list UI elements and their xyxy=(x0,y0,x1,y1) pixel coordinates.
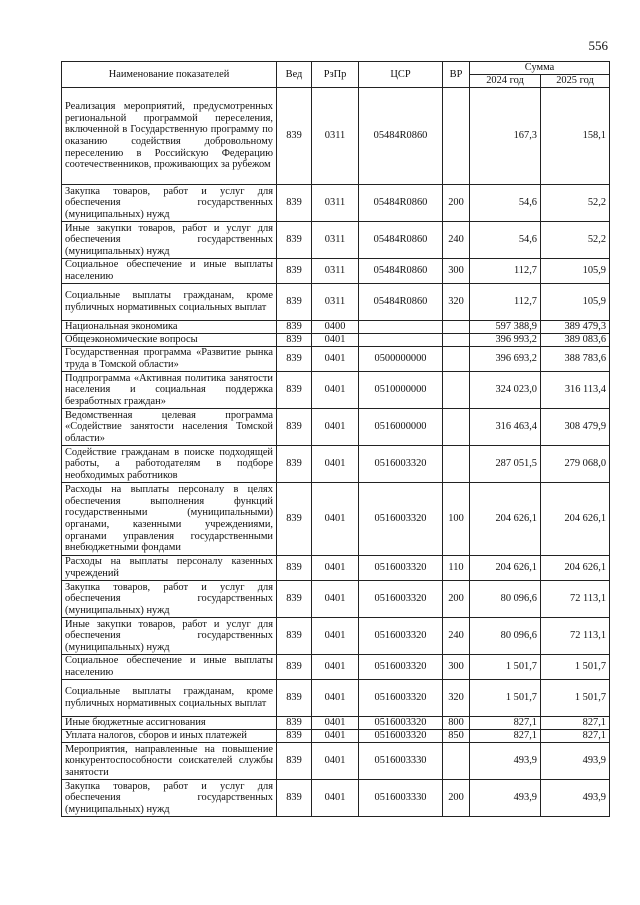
row-vr: 110 xyxy=(443,556,470,581)
table-row xyxy=(62,88,610,185)
row-2025: 204 626,1 xyxy=(541,556,610,581)
row-2024: 1 501,7 xyxy=(470,655,541,680)
row-name: Уплата налогов, сборов и иных платежей xyxy=(62,730,277,743)
row-vr xyxy=(443,334,470,347)
row-name: Реализация мероприятий, предусмотренных региональной программой переселения, включенной в Государственную программу по оказанию содействия добровольному переселению в Российскую Федерацию соотечественников, проживающих за рубежом xyxy=(62,88,277,185)
row-name: Закупка товаров, работ и услуг для обеспечения государственных (муниципальных) нужд xyxy=(62,185,277,222)
table-row xyxy=(62,334,610,347)
table-row xyxy=(62,259,610,284)
header-rzpr: РзПр xyxy=(312,62,359,88)
row-name: Общеэкономические вопросы xyxy=(62,334,277,347)
row-name: Мероприятия, направленные на повышение конкурентоспособности соискателей службы занятости xyxy=(62,743,277,780)
row-vr xyxy=(443,446,470,483)
row-2024: 167,3 xyxy=(470,88,541,185)
row-2025: 105,9 xyxy=(541,259,610,284)
row-2024: 827,1 xyxy=(470,730,541,743)
row-name: Социальные выплаты гражданам, кроме публичных нормативных социальных выплат xyxy=(62,680,277,717)
row-name: Расходы на выплаты персоналу казенных учреждений xyxy=(62,556,277,581)
row-2024: 597 388,9 xyxy=(470,321,541,334)
row-2024: 287 051,5 xyxy=(470,446,541,483)
row-name: Закупка товаров, работ и услуг для обеспечения государственных (муниципальных) нужд xyxy=(62,780,277,817)
table-row xyxy=(62,780,610,817)
row-vr: 200 xyxy=(443,780,470,817)
row-ved: 839 xyxy=(277,222,312,259)
row-ved: 839 xyxy=(277,372,312,409)
table-row xyxy=(62,680,610,717)
row-vr xyxy=(443,321,470,334)
row-ved: 839 xyxy=(277,717,312,730)
row-2025: 52,2 xyxy=(541,185,610,222)
row-2024: 80 096,6 xyxy=(470,618,541,655)
row-rzpr: 0401 xyxy=(312,483,359,556)
header-sum: Сумма xyxy=(470,62,610,75)
row-2025: 827,1 xyxy=(541,717,610,730)
row-2025: 388 783,6 xyxy=(541,347,610,372)
row-vr xyxy=(443,88,470,185)
row-csr: 0516003320 xyxy=(359,483,443,556)
table-row xyxy=(62,284,610,321)
row-vr: 850 xyxy=(443,730,470,743)
row-ved: 839 xyxy=(277,730,312,743)
row-2024: 112,7 xyxy=(470,284,541,321)
row-name: Ведомственная целевая программа «Содействие занятости населения Томской области» xyxy=(62,409,277,446)
row-ved: 839 xyxy=(277,556,312,581)
row-vr: 240 xyxy=(443,222,470,259)
row-rzpr: 0311 xyxy=(312,222,359,259)
row-ved: 839 xyxy=(277,446,312,483)
row-name: Расходы на выплаты персоналу в целях обеспечения выполнения функций государственными (муниципальными) органами, казенными учреждениями, органами управления государственными внебюджетными фондами xyxy=(62,483,277,556)
row-rzpr: 0401 xyxy=(312,780,359,817)
row-ved: 839 xyxy=(277,88,312,185)
row-2025: 493,9 xyxy=(541,780,610,817)
row-csr: 0510000000 xyxy=(359,372,443,409)
row-ved: 839 xyxy=(277,581,312,618)
row-vr: 240 xyxy=(443,618,470,655)
row-ved: 839 xyxy=(277,321,312,334)
row-ved: 839 xyxy=(277,185,312,222)
row-rzpr: 0311 xyxy=(312,88,359,185)
row-2025: 316 113,4 xyxy=(541,372,610,409)
row-vr: 300 xyxy=(443,655,470,680)
header-2024: 2024 год xyxy=(470,75,541,88)
row-2025: 279 068,0 xyxy=(541,446,610,483)
row-csr: 05484R0860 xyxy=(359,222,443,259)
row-2025: 493,9 xyxy=(541,743,610,780)
row-csr: 05484R0860 xyxy=(359,284,443,321)
row-2024: 204 626,1 xyxy=(470,556,541,581)
row-name: Социальные выплаты гражданам, кроме публичных нормативных социальных выплат xyxy=(62,284,277,321)
row-2024: 112,7 xyxy=(470,259,541,284)
row-2025: 52,2 xyxy=(541,222,610,259)
table-row xyxy=(62,655,610,680)
row-name: Подпрограмма «Активная политика занятости населения и социальная поддержка безработных граждан» xyxy=(62,372,277,409)
table-row xyxy=(62,347,610,372)
row-csr: 0516003330 xyxy=(359,780,443,817)
table-row xyxy=(62,730,610,743)
row-csr: 05484R0860 xyxy=(359,259,443,284)
row-name: Содействие гражданам в поиске подходящей работы, а работодателям в подборе необходимых работников xyxy=(62,446,277,483)
row-ved: 839 xyxy=(277,655,312,680)
row-2025: 72 113,1 xyxy=(541,581,610,618)
row-name: Закупка товаров, работ и услуг для обеспечения государственных (муниципальных) нужд xyxy=(62,581,277,618)
row-rzpr: 0401 xyxy=(312,655,359,680)
row-csr: 0516000000 xyxy=(359,409,443,446)
table-row xyxy=(62,222,610,259)
row-vr: 800 xyxy=(443,717,470,730)
row-csr: 0516003320 xyxy=(359,717,443,730)
row-csr: 0516003320 xyxy=(359,446,443,483)
budget-table xyxy=(61,61,610,817)
row-ved: 839 xyxy=(277,680,312,717)
row-rzpr: 0401 xyxy=(312,680,359,717)
row-csr: 0500000000 xyxy=(359,347,443,372)
table-row xyxy=(62,446,610,483)
row-rzpr: 0401 xyxy=(312,347,359,372)
row-vr: 320 xyxy=(443,680,470,717)
row-rzpr: 0401 xyxy=(312,618,359,655)
header-vr: ВР xyxy=(443,62,470,88)
row-2024: 396 993,2 xyxy=(470,334,541,347)
row-ved: 839 xyxy=(277,409,312,446)
row-vr: 200 xyxy=(443,185,470,222)
row-2024: 204 626,1 xyxy=(470,483,541,556)
table-row xyxy=(62,618,610,655)
header-ved: Вед xyxy=(277,62,312,88)
row-2024: 1 501,7 xyxy=(470,680,541,717)
table-row xyxy=(62,185,610,222)
row-2025: 308 479,9 xyxy=(541,409,610,446)
row-2024: 827,1 xyxy=(470,717,541,730)
row-2024: 493,9 xyxy=(470,780,541,817)
row-csr: 0516003320 xyxy=(359,556,443,581)
row-csr: 0516003320 xyxy=(359,655,443,680)
row-rzpr: 0401 xyxy=(312,409,359,446)
table-row xyxy=(62,556,610,581)
page-number: 556 xyxy=(588,38,608,53)
table-row xyxy=(62,581,610,618)
row-csr: 0516003330 xyxy=(359,743,443,780)
row-name: Социальное обеспечение и иные выплаты населению xyxy=(62,655,277,680)
row-2025: 204 626,1 xyxy=(541,483,610,556)
row-2025: 389 083,6 xyxy=(541,334,610,347)
table-row xyxy=(62,409,610,446)
row-rzpr: 0401 xyxy=(312,743,359,780)
row-2024: 396 693,2 xyxy=(470,347,541,372)
row-2024: 493,9 xyxy=(470,743,541,780)
table-row xyxy=(62,321,610,334)
row-vr: 100 xyxy=(443,483,470,556)
row-2024: 80 096,6 xyxy=(470,581,541,618)
row-rzpr: 0311 xyxy=(312,185,359,222)
row-rzpr: 0401 xyxy=(312,730,359,743)
row-2025: 158,1 xyxy=(541,88,610,185)
row-vr: 200 xyxy=(443,581,470,618)
row-2025: 1 501,7 xyxy=(541,680,610,717)
row-2025: 1 501,7 xyxy=(541,655,610,680)
row-ved: 839 xyxy=(277,780,312,817)
row-name: Социальное обеспечение и иные выплаты населению xyxy=(62,259,277,284)
table-row xyxy=(62,717,610,730)
row-ved: 839 xyxy=(277,347,312,372)
row-2024: 316 463,4 xyxy=(470,409,541,446)
row-vr: 300 xyxy=(443,259,470,284)
row-2024: 324 023,0 xyxy=(470,372,541,409)
row-2024: 54,6 xyxy=(470,185,541,222)
table-row xyxy=(62,372,610,409)
table-row xyxy=(62,483,610,556)
header-csr: ЦСР xyxy=(359,62,443,88)
row-name: Иные закупки товаров, работ и услуг для обеспечения государственных (муниципальных) нужд xyxy=(62,222,277,259)
row-csr xyxy=(359,334,443,347)
row-ved: 839 xyxy=(277,743,312,780)
row-rzpr: 0401 xyxy=(312,372,359,409)
row-vr: 320 xyxy=(443,284,470,321)
row-name: Иные бюджетные ассигнования xyxy=(62,717,277,730)
row-csr: 0516003320 xyxy=(359,618,443,655)
header-2025: 2025 год xyxy=(541,75,610,88)
row-2025: 72 113,1 xyxy=(541,618,610,655)
row-csr: 0516003320 xyxy=(359,730,443,743)
header-name: Наименование показателей xyxy=(62,62,277,88)
row-ved: 839 xyxy=(277,334,312,347)
row-2024: 54,6 xyxy=(470,222,541,259)
row-csr: 0516003320 xyxy=(359,680,443,717)
row-vr xyxy=(443,743,470,780)
row-2025: 389 479,3 xyxy=(541,321,610,334)
row-rzpr: 0311 xyxy=(312,259,359,284)
table-body xyxy=(62,88,610,817)
row-rzpr: 0401 xyxy=(312,581,359,618)
row-ved: 839 xyxy=(277,483,312,556)
row-vr xyxy=(443,347,470,372)
row-rzpr: 0401 xyxy=(312,717,359,730)
row-name: Государственная программа «Развитие рынка труда в Томской области» xyxy=(62,347,277,372)
row-rzpr: 0401 xyxy=(312,556,359,581)
row-rzpr: 0401 xyxy=(312,446,359,483)
row-vr xyxy=(443,409,470,446)
row-rzpr: 0400 xyxy=(312,321,359,334)
row-csr xyxy=(359,321,443,334)
row-2025: 827,1 xyxy=(541,730,610,743)
row-name: Иные закупки товаров, работ и услуг для обеспечения государственных (муниципальных) нужд xyxy=(62,618,277,655)
row-ved: 839 xyxy=(277,284,312,321)
row-vr xyxy=(443,372,470,409)
row-name: Национальная экономика xyxy=(62,321,277,334)
row-rzpr: 0311 xyxy=(312,284,359,321)
row-ved: 839 xyxy=(277,618,312,655)
row-2025: 105,9 xyxy=(541,284,610,321)
row-ved: 839 xyxy=(277,259,312,284)
row-csr: 05484R0860 xyxy=(359,185,443,222)
table-row xyxy=(62,743,610,780)
row-rzpr: 0401 xyxy=(312,334,359,347)
row-csr: 0516003320 xyxy=(359,581,443,618)
row-csr: 05484R0860 xyxy=(359,88,443,185)
